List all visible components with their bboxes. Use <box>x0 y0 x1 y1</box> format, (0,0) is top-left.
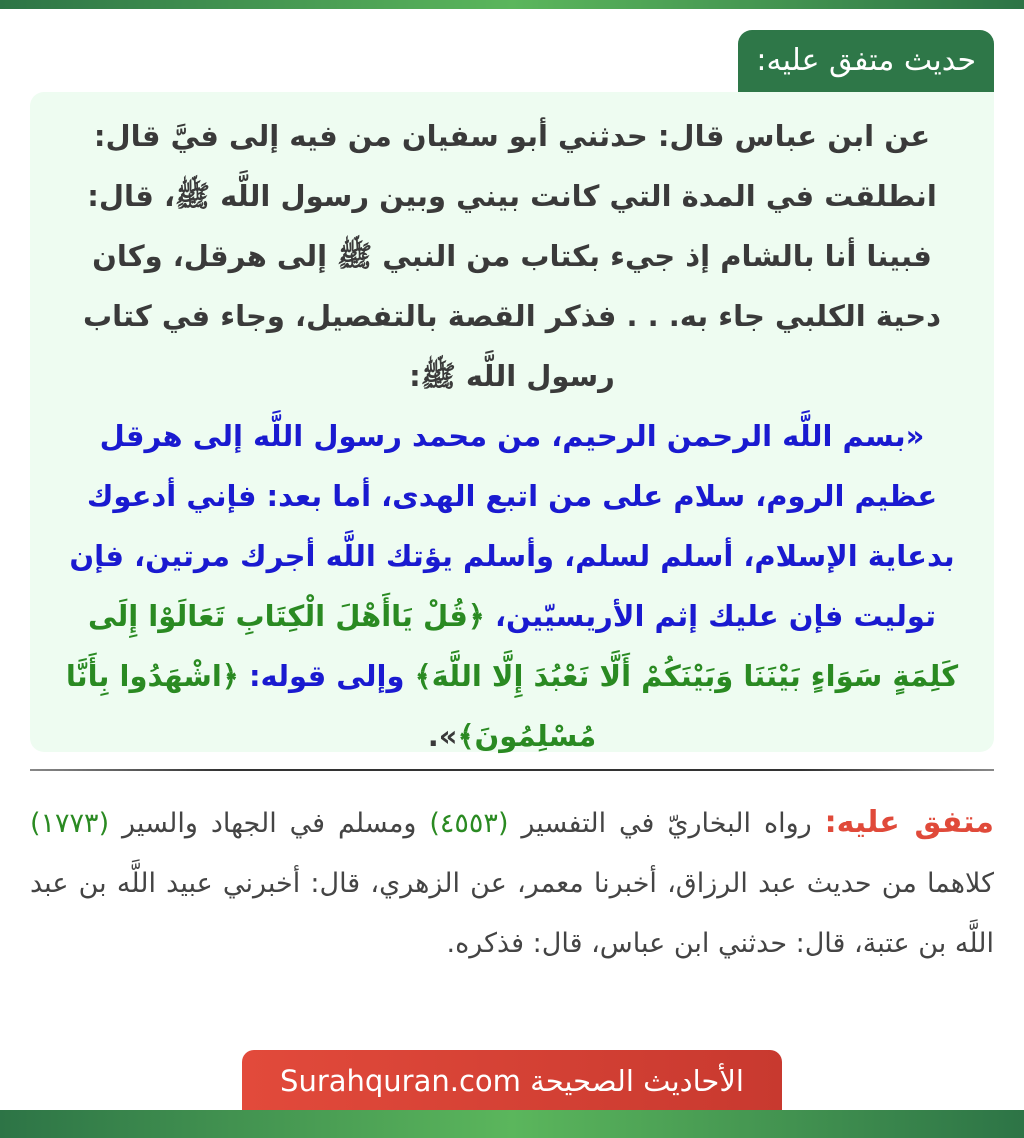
divider <box>30 769 994 771</box>
prophet-letter-text: وإلى قوله: <box>238 659 415 693</box>
site-brand-badge: الأحاديث الصحيحة Surahquran.com <box>242 1050 782 1110</box>
closing-quote: ». <box>427 719 458 753</box>
source-text: ومسلم في الجهاد والسير <box>109 808 430 839</box>
hadith-narration: عن ابن عباس قال: حدثني أبو سفيان من فيه إلى فيَّ قال: انطلقت في المدة التي كانت بيني وبين رسول اللَّه ﷺ، قال: فبينا أنا بالشام إذ جيء بكتاب من النبي ﷺ إلى هرقل، وكان دحية الكلبي جاء به. . . فذكر القصة بالتفصيل، وجاء في كتاب رسول اللَّه ﷺ: <box>82 119 942 393</box>
hadith-text-box <box>30 92 994 752</box>
source-text: رواه البخاريّ في التفسير <box>508 808 825 839</box>
source-text: كلاهما من حديث عبد الرزاق، أخبرنا معمر، عن الزهري، قال: أخبرني عبيد اللَّه بن عبد اللَّه بن عتبة، قال: حدثني ابن عباس، قال: فذكره. <box>30 868 994 959</box>
hadith-number: (٤٥٥٣) <box>429 808 509 839</box>
source-label: متفق عليه: <box>824 805 995 840</box>
top-decor-bar <box>0 0 1024 9</box>
quran-verse: ﴿قُلْ يَاأَهْلَ الْكِتَابِ تَعَالَوْا إِلَى كَلِمَةٍ سَوَاءٍ بَيْنَنَا وَبَيْنَكُمْ أَلَّا نَعْبُدَ إِلَّا اللَّهَ﴾ <box>88 599 959 693</box>
section-title: حديث متفق عليه: <box>738 30 994 92</box>
hadith-source <box>30 793 994 974</box>
quran-verse: ﴿اشْهَدُوا بِأَنَّا مُسْلِمُونَ﴾ <box>65 659 597 753</box>
bottom-decor-bar <box>0 1110 1024 1138</box>
hadith-number: (١٧٧٣) <box>30 808 110 839</box>
prophet-letter-text: «بسم اللَّه الرحمن الرحيم، من محمد رسول اللَّه إلى هرقل عظيم الروم، سلام على من اتبع الهدى، أما بعد: فإني أدعوك بدعاية الإسلام، أسلم لسلم، وأسلم يؤتك اللَّه أجرك مرتين، فإن توليت فإن عليك إثم الأريسيّين، <box>69 419 955 633</box>
